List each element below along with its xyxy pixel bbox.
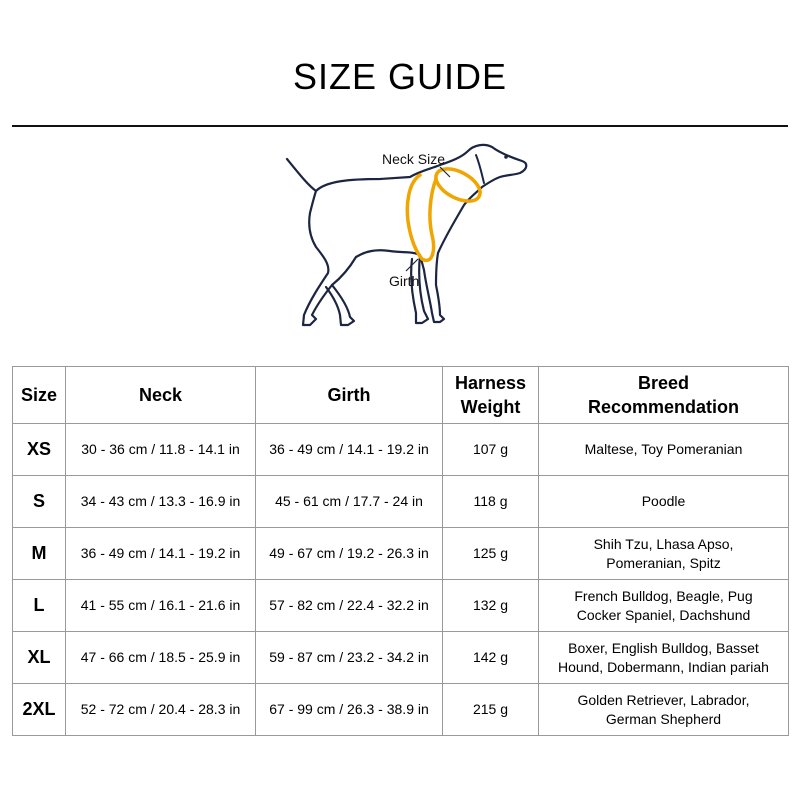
size-cell: XS: [13, 424, 66, 476]
breed-line: Shih Tzu, Lhasa Apso,: [593, 535, 734, 552]
size-table: [12, 366, 789, 736]
breed-line: Golden Retriever, Labrador,: [577, 691, 750, 708]
breed-line: Boxer, English Bulldog, Basset: [568, 639, 759, 656]
header-breed-line: Recommendation: [587, 397, 740, 417]
table-row: [13, 476, 789, 528]
breed-cell: [539, 528, 789, 580]
table-header-row: [13, 367, 789, 424]
header-breed-line: Breed: [637, 373, 690, 393]
size-cell: M: [13, 528, 66, 580]
table-row: [13, 632, 789, 684]
neck-size-label: Neck Size: [382, 151, 446, 167]
dog-front-leg: [411, 255, 428, 323]
breed-cell: [539, 580, 789, 632]
dog-measurement-diagram: [270, 135, 550, 350]
size-cell: XL: [13, 632, 66, 684]
girth-label: Girth: [389, 273, 420, 289]
table-row: [13, 684, 789, 736]
title-divider: [12, 125, 788, 127]
size-cell: L: [13, 580, 66, 632]
girth-cell: 45 - 61 cm / 17.7 - 24 in: [256, 476, 443, 528]
breed-line: German Shepherd: [605, 710, 722, 727]
breed-line: French Bulldog, Beagle, Pug: [574, 587, 753, 604]
neck-cell: 34 - 43 cm / 13.3 - 16.9 in: [66, 476, 256, 528]
header-neck: Neck: [66, 367, 256, 424]
dog-eye: [504, 155, 508, 159]
header-weight-line: Weight: [460, 397, 521, 417]
girth-cell: 57 - 82 cm / 22.4 - 32.2 in: [256, 580, 443, 632]
breed-cell: [539, 632, 789, 684]
neck-cell: 30 - 36 cm / 11.8 - 14.1 in: [66, 424, 256, 476]
weight-cell: 125 g: [443, 528, 539, 580]
weight-cell: 215 g: [443, 684, 539, 736]
table-row: [13, 424, 789, 476]
neck-measure-ring: [431, 162, 486, 207]
weight-cell: 118 g: [443, 476, 539, 528]
girth-cell: 67 - 99 cm / 26.3 - 38.9 in: [256, 684, 443, 736]
breed-line: Cocker Spaniel, Dachshund: [576, 606, 751, 623]
header-breed-recommendation: [539, 367, 789, 424]
girth-cell: 49 - 67 cm / 19.2 - 26.3 in: [256, 528, 443, 580]
header-size: Size: [13, 367, 66, 424]
girth-cell: 59 - 87 cm / 23.2 - 34.2 in: [256, 632, 443, 684]
table-row: [13, 528, 789, 580]
breed-cell: [539, 424, 789, 476]
breed-line: Poodle: [641, 493, 686, 509]
header-girth: Girth: [256, 367, 443, 424]
breed-cell: [539, 684, 789, 736]
girth-measure-loop: [407, 175, 436, 260]
weight-cell: 132 g: [443, 580, 539, 632]
breed-line: Hound, Dobermann, Indian pariah: [558, 658, 769, 675]
dog-hind-leg: [326, 285, 354, 325]
breed-line: Maltese, Toy Pomeranian: [584, 441, 743, 457]
girth-cell: 36 - 49 cm / 14.1 - 19.2 in: [256, 424, 443, 476]
neck-cell: 52 - 72 cm / 20.4 - 28.3 in: [66, 684, 256, 736]
neck-cell: 41 - 55 cm / 16.1 - 21.6 in: [66, 580, 256, 632]
page-title: SIZE GUIDE: [292, 56, 508, 97]
header-harness-weight: [443, 367, 539, 424]
breed-line: Pomeranian, Spitz: [606, 554, 721, 571]
neck-cell: 36 - 49 cm / 14.1 - 19.2 in: [66, 528, 256, 580]
neck-cell: 47 - 66 cm / 18.5 - 25.9 in: [66, 632, 256, 684]
dog-outline: [287, 145, 526, 325]
weight-cell: 107 g: [443, 424, 539, 476]
table-row: [13, 580, 789, 632]
dog-illustration: [270, 135, 550, 350]
size-cell: S: [13, 476, 66, 528]
header-weight-line: Harness: [454, 373, 527, 393]
size-cell: 2XL: [13, 684, 66, 736]
weight-cell: 142 g: [443, 632, 539, 684]
breed-cell: [539, 476, 789, 528]
dog-ear: [476, 155, 484, 183]
